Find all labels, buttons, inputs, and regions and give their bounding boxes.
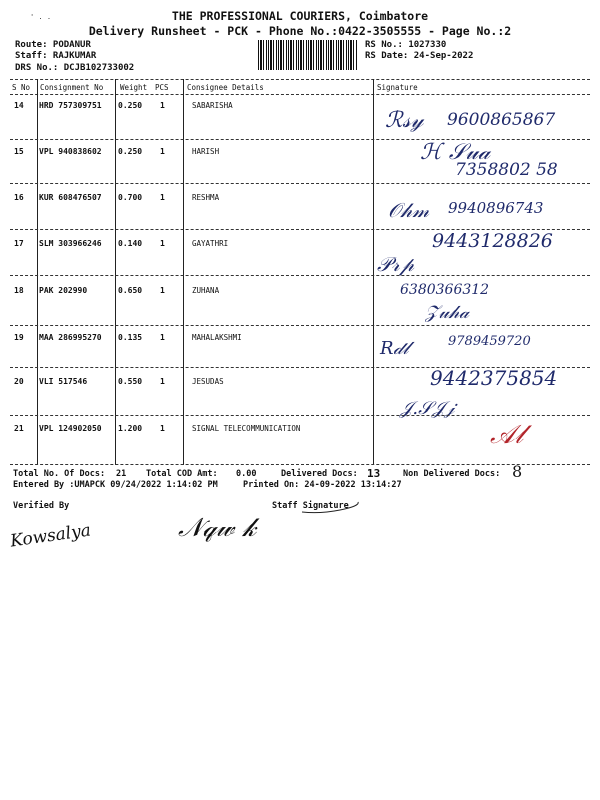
row-sno: 19	[14, 333, 24, 342]
total-docs-value: 21	[116, 469, 127, 479]
row-sno: 20	[14, 377, 24, 386]
row-consignee: GAYATHRI	[192, 239, 229, 248]
handwritten-phone: 9443128826	[432, 230, 553, 252]
handwritten-signature: 𝑅𝒹𝓁	[380, 338, 409, 359]
col-signature: Signature	[377, 83, 418, 92]
rs-date-label: RS Date: 24-Sep-2022	[365, 51, 474, 61]
route-label: Route: PODANUR	[15, 40, 91, 50]
table-top-rule	[10, 79, 590, 80]
row-consignment: VPL 124902050	[39, 424, 102, 433]
row-consignee: JESUDAS	[192, 377, 224, 386]
runsheet-subtitle: Delivery Runsheet - PCK - Phone No.:0422-3505555 - Page No.:2	[88, 24, 512, 38]
staff-label: Staff: RAJKUMAR	[15, 51, 97, 61]
handwritten-signature: ℛ𝓈𝓎	[385, 108, 424, 133]
row-consignment: VPL 940838602	[39, 147, 102, 156]
row-consignment: MAA 286995270	[39, 333, 102, 342]
entered-by: Entered By :UMAPCK 09/24/2022 1:14:02 PM	[13, 480, 218, 490]
row-sno: 21	[14, 424, 24, 433]
row-sno: 16	[14, 193, 24, 202]
delivered-docs-value: 13	[367, 467, 381, 480]
non-delivered-docs-value: 8	[512, 462, 523, 481]
handwritten-phone: 9442375854	[430, 366, 558, 390]
handwritten-phone: 9789459720	[448, 334, 531, 349]
drs-label: DRS No.: DCJB102733002	[15, 63, 135, 73]
col-divider	[115, 79, 116, 465]
row-consignment: HRD 757309751	[39, 101, 102, 110]
handwritten-phone: 6380366312	[400, 282, 490, 298]
handwritten-signature: 𝒥.𝒮𝒥𝒿	[400, 398, 455, 419]
col-divider	[373, 79, 374, 465]
row-weight: 0.250	[118, 147, 143, 156]
cod-value: 0.00	[236, 469, 257, 479]
delivered-docs-label: Delivered Docs:	[281, 469, 358, 479]
col-sno: S No	[12, 83, 31, 92]
row-weight: 0.250	[118, 101, 143, 110]
handwritten-signature: 𝒵𝓊𝒽𝒶	[425, 302, 470, 323]
corner-mark: ' . .	[30, 13, 52, 21]
staff-signature-label: Staff Signature	[272, 501, 349, 511]
rs-no-label: RS No.: 1027330	[365, 40, 447, 50]
row-sno: 17	[14, 239, 24, 248]
red-ink-signature: 𝒜𝓁	[490, 420, 524, 450]
handwritten-phone: 9940896743	[448, 199, 544, 217]
row-pcs: 1	[160, 333, 165, 342]
row-weight: 0.135	[118, 333, 143, 342]
row-pcs: 1	[160, 286, 165, 295]
row-consignee: ZUHANA	[192, 286, 220, 295]
signature-flourish	[300, 500, 360, 516]
row-weight: 0.550	[118, 377, 143, 386]
verified-by-label: Verified By	[13, 501, 70, 511]
row-separator	[10, 415, 590, 416]
row-separator	[10, 139, 590, 140]
total-docs-label: Total No. Of Docs:	[13, 469, 106, 479]
printed-on: Printed On: 24-09-2022 13:14:27	[243, 480, 402, 490]
table-header-rule	[10, 94, 590, 95]
col-divider	[37, 79, 38, 465]
row-weight: 0.650	[118, 286, 143, 295]
row-consignment: KUR 608476507	[39, 193, 102, 202]
row-weight: 0.700	[118, 193, 143, 202]
row-sno: 14	[14, 101, 24, 110]
non-delivered-docs-label: Non Delivered Docs:	[403, 469, 501, 479]
row-weight: 1.200	[118, 424, 143, 433]
row-consignee: HARISH	[192, 147, 220, 156]
row-separator	[10, 183, 590, 184]
row-consignee: MAHALAKSHMI	[192, 333, 242, 342]
col-divider	[183, 79, 184, 465]
handwritten-phone: 9600865867	[447, 110, 556, 130]
row-pcs: 1	[160, 101, 165, 110]
row-pcs: 1	[160, 424, 165, 433]
row-sno: 18	[14, 286, 24, 295]
verified-by-signature: Kowsalya	[9, 520, 93, 552]
row-pcs: 1	[160, 239, 165, 248]
handwritten-signature: ℋ 𝒮𝓊𝒶	[420, 140, 491, 165]
col-consignee: Consignee Details	[187, 83, 264, 92]
row-weight: 0.140	[118, 239, 143, 248]
row-pcs: 1	[160, 193, 165, 202]
row-consignee: SABARISHA	[192, 101, 233, 110]
row-consignee: RESHMA	[192, 193, 220, 202]
row-pcs: 1	[160, 147, 165, 156]
col-weight: Weight	[120, 83, 148, 92]
staff-signature: 𝒩𝓆𝓌 𝓀	[178, 513, 257, 543]
row-consignee: SIGNAL TELECOMMUNICATION	[192, 424, 301, 433]
row-pcs: 1	[160, 377, 165, 386]
row-sno: 15	[14, 147, 24, 156]
row-separator	[10, 325, 590, 326]
row-consignment: SLM 303966246	[39, 239, 102, 248]
cod-label: Total COD Amt:	[146, 469, 218, 479]
barcode	[258, 40, 358, 70]
col-consignment: Consignment No	[40, 83, 104, 92]
handwritten-signature: 𝒪𝒽𝓂	[388, 198, 430, 222]
company-title: THE PROFESSIONAL COURIERS, Coimbatore	[171, 9, 429, 23]
row-separator	[10, 275, 590, 276]
handwritten-signature: 𝒫𝓇𝓅	[377, 252, 415, 276]
table-bottom-rule	[10, 464, 590, 465]
row-consignment: VLI 517546	[39, 377, 88, 386]
handwritten-phone: 7358802 58	[455, 160, 558, 180]
col-pcs: PCS	[155, 83, 169, 92]
row-consignment: PAK 202990	[39, 286, 88, 295]
